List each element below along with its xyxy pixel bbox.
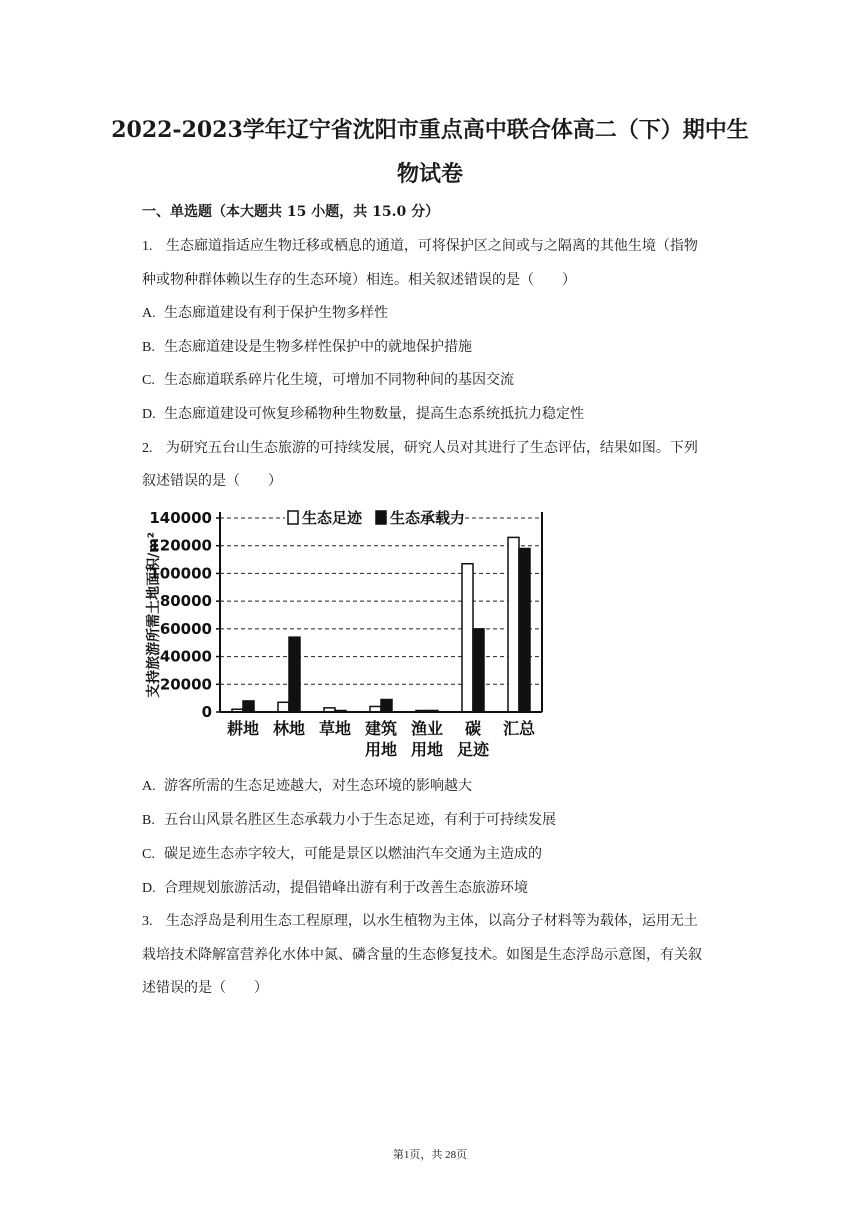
legend-label-footprint: 生态足迹 (302, 509, 363, 527)
x-tick-label: 林地 (272, 719, 306, 738)
y-tick-label: 120000 (149, 536, 212, 555)
question-2-option-c (142, 842, 752, 867)
bar-capacity (473, 629, 484, 712)
option-text: 合理规划旅游活动，提倡错峰出游有利于改善生态旅游环境 (164, 880, 528, 896)
question-3-stem-line2: 栽培技术降解富营养化水体中氮、磷含量的生态修复技术。如图是生态浮岛示意图，有关叙 (142, 947, 702, 963)
question-3-stem-line3: 述错误的是（ ） (142, 980, 268, 996)
x-tick-label: 足迹 (456, 740, 490, 759)
option-key: D. (142, 407, 156, 422)
option-key: B. (142, 813, 155, 828)
y-tick-label: 140000 (149, 509, 212, 527)
bar-capacity (243, 701, 254, 712)
option-key: B. (142, 340, 155, 355)
question-2-number: 2. (142, 441, 153, 456)
x-tick-label: 汇总 (502, 719, 536, 738)
x-tick-label: 用地 (364, 740, 398, 759)
question-1-stem-text: 生态廊道指适应生物迁移或栖息的通道，可将保护区之间或与之隔离的其他生境（指物 (165, 238, 698, 254)
option-text: 生态廊道建设有利于保护生物多样性 (164, 305, 388, 321)
x-tick-label: 渔业 (410, 719, 444, 738)
question-1-stem-line1 (142, 234, 752, 259)
bar-capacity (519, 548, 530, 712)
question-1-option-c (142, 368, 752, 393)
y-axis-label: 支持旅游所需土地面积/m² (146, 532, 162, 698)
option-key: A. (142, 306, 156, 321)
option-text: 生态廊道建设是生物多样性保护中的就地保护措施 (164, 339, 472, 355)
x-tick-label: 碳 (464, 719, 482, 738)
question-2-stem-line1 (142, 436, 752, 461)
paper-title-line1: 2022-2023学年辽宁省沈阳市重点高中联合体高二（下）期中生 (111, 117, 749, 143)
question-3-number: 3. (142, 914, 153, 929)
legend-swatch-footprint (288, 511, 298, 524)
question-2-stem-text: 为研究五台山生态旅游的可持续发展，研究人员对其进行了生态评估，结果如图。下列 (165, 440, 698, 456)
bar-footprint (508, 537, 519, 712)
option-text: 生态廊道联系碎片化生境，可增加不同物种间的基因交流 (164, 372, 514, 388)
x-tick-label: 耕地 (226, 719, 260, 738)
option-key: A. (142, 779, 156, 794)
option-text: 游客所需的生态足迹越大，对生态环境的影响越大 (164, 778, 472, 794)
option-key: D. (142, 881, 156, 896)
section-heading: 一、单选题（本大题共 15 小题，共 15.0 分） (142, 204, 440, 220)
option-text: 生态廊道建设可恢复珍稀物种生物数量，提高生态系统抵抗力稳定性 (164, 406, 584, 422)
question-1-number: 1. (142, 239, 153, 254)
option-key: C. (142, 847, 155, 862)
legend-swatch-capacity (376, 511, 386, 524)
x-tick-label: 建筑 (364, 719, 398, 738)
y-tick-label: 40000 (159, 647, 212, 666)
option-text: 碳足迹生态赤字较大，可能是景区以燃油汽车交通为主造成的 (164, 846, 542, 862)
y-tick-label: 20000 (159, 675, 212, 694)
y-tick-label: 60000 (159, 619, 212, 638)
bar-capacity (381, 700, 392, 712)
bar-footprint (278, 702, 289, 712)
question-2-option-a (142, 774, 752, 799)
ecological-footprint-bar-chart (140, 502, 550, 774)
y-tick-label: 0 (201, 703, 212, 721)
question-3-stem-text: 生态浮岛是利用生态工程原理，以水生植物为主体，以高分子材料等为载体，运用无土 (165, 913, 698, 929)
y-tick-label: 100000 (149, 564, 212, 583)
question-2-option-d (142, 876, 752, 901)
question-1-option-d (142, 402, 752, 427)
question-1-option-b (142, 335, 752, 360)
paper-title-line2: 物试卷 (396, 161, 463, 187)
option-text: 五台山风景名胜区生态承载力小于生态足迹，有利于可持续发展 (164, 812, 556, 828)
option-key: C. (142, 373, 155, 388)
question-2-stem-line2: 叙述错误的是（ ） (142, 473, 282, 489)
page-footer: 第1页，共 28页 (392, 1149, 468, 1161)
question-3-stem-line1 (142, 909, 752, 934)
bar-footprint (462, 564, 473, 712)
question-2-option-b (142, 808, 752, 833)
bar-capacity (289, 637, 300, 712)
x-tick-label: 用地 (410, 740, 444, 759)
legend-label-capacity: 生态承载力 (390, 509, 466, 527)
y-tick-label: 80000 (159, 592, 212, 611)
question-1-option-a (142, 301, 752, 326)
question-1-stem-line2: 种或物种群体赖以生存的生态环境）相连。相关叙述错误的是（ ） (142, 272, 576, 288)
x-tick-label: 草地 (318, 719, 352, 738)
